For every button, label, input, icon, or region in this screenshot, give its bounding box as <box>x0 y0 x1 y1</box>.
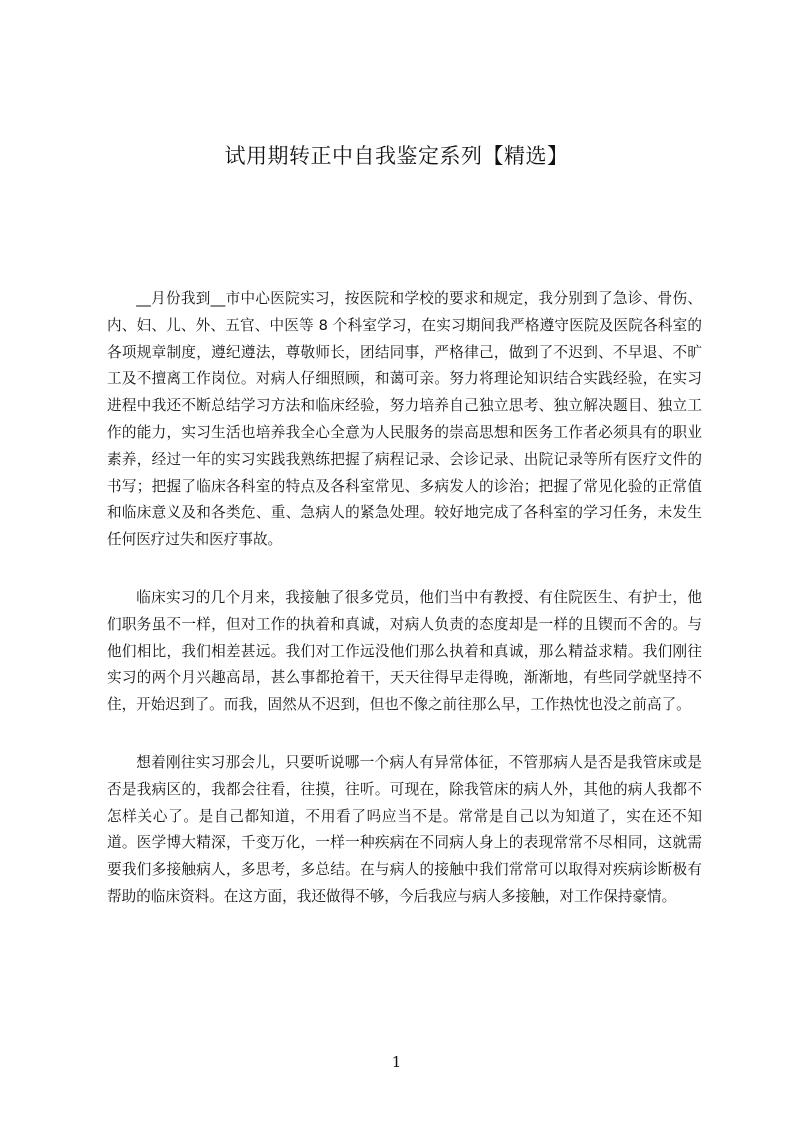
document-body <box>107 286 702 942</box>
document-title: 试用期转正中自我鉴定系列【精选】 <box>224 144 569 168</box>
paragraph-1: __月份我到__市中心医院实习，按医院和学校的要求和规定，我分别到了急诊、骨伤、内、妇、儿、外、五官、中医等 8 个科室学习，在实习期间我严格遵守医院及医院各科室的各项规章制度，遵纪遵法，尊敬师长，团结同事，严格律己，做到了不迟到、不早退、不旷工及不擅离工作岗位。对病人仔细照顾，和蔼可亲。努力将理论知识结合实践经验，在实习进程中我还不断总结学习方法和临床经验，努力培养自己独立思考、独立解决题目、独立工作的能力，实习生活也培养我全心全意为人民服务的崇高思想和医务工作者必须具有的职业素养，经过一年的实习实践我熟练把握了病程记录、会诊记录、出院记录等所有医疗文件的书写；把握了临床各科室的特点及各科室常见、多病发人的诊治；把握了常见化验的正常值和临床意义及和各类危、重、急病人的紧急处理。较好地完成了各科室的学习任务，未发生任何医疗过失和医疗事故。 <box>107 290 702 549</box>
paragraph-2: 临床实习的几个月来，我接触了很多党员，他们当中有教授、有住院医生、有护士，他们职务虽不一样，但对工作的执着和真诚，对病人负责的态度却是一样的且锲而不舍的。与他们相比，我们相差甚远。我们对工作远没他们那么执着和真诚，那么精益求精。我们刚往实习的两个月兴趣高昂，甚么事都抢着干，天天往得早走得晚，渐渐地，有些同学就坚持不住，开始迟到了。而我，固然从不迟到，但也不像之前往那么早，工作热忱也没之前高了。 <box>107 588 702 714</box>
paragraph-3: 想着刚往实习那会儿，只要听说哪一个病人有异常体征，不管那病人是否是我管床或是否是我病区的，我都会往看，往摸，往听。可现在，除我管床的病人外，其他的病人我都不怎样关心了。是自己都知道，不用看了吗应当不是。常常是自己以为知道了，实在还不知道。医学博大精深，千变万化，一样一种疾病在不同病人身上的表现常常不尽相同，这就需要我们多接触病人，多思考，多总结。在与病人的接触中我们常常可以取得对疾病诊断极有帮助的临床资料。在这方面，我还做得不够，今后我应与病人多接触，对工作保持豪情。 <box>107 753 702 905</box>
page-number: 1 <box>391 1053 402 1071</box>
